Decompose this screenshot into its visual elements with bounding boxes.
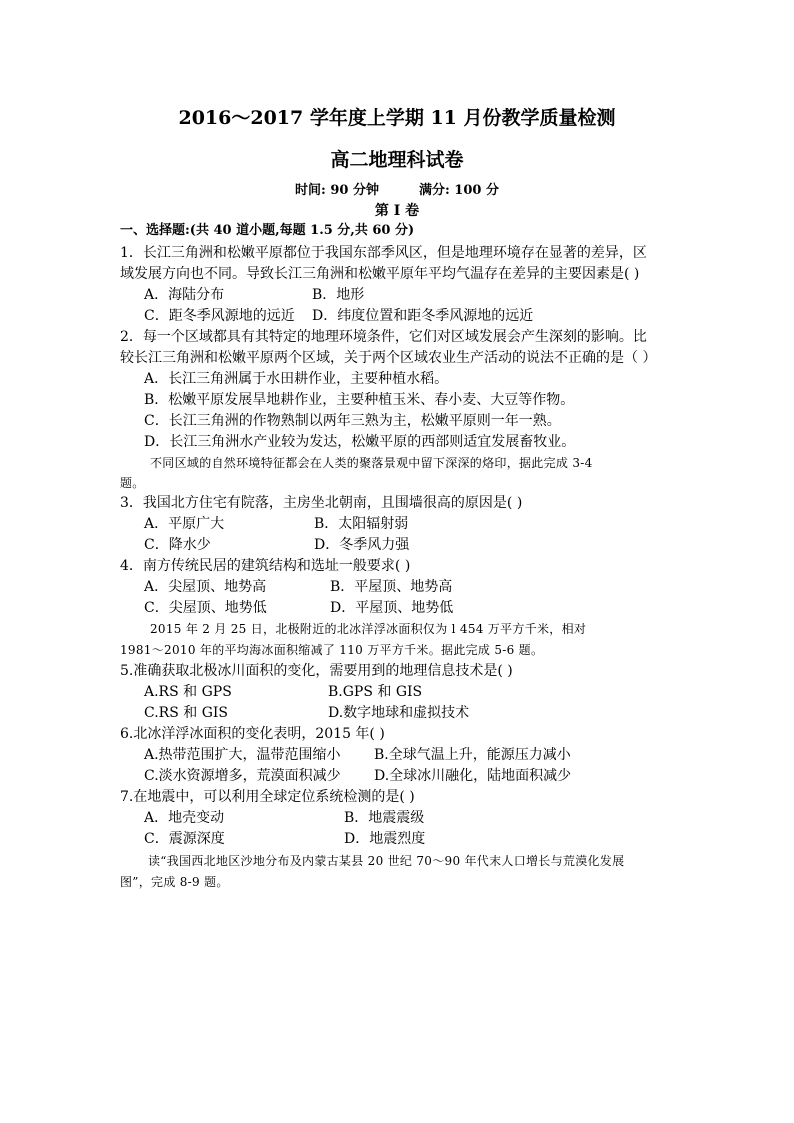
q1-stem-line2: 域发展方向也不同。导致长江三角洲和松嫩平原年平均气温存在差异的主要因素是( )	[120, 266, 640, 282]
q5-option-b: B.GPS 和 GIS	[328, 684, 423, 700]
q3-option-b: B．太阳辐射弱	[314, 516, 409, 532]
q5-option-c: C.RS 和 GIS	[144, 705, 228, 721]
q3-option-c: C．降水少	[144, 537, 211, 553]
q7-option-d: D．地震烈度	[344, 831, 426, 847]
q4-stem: 4．南方传统民居的建筑结构和选址一般要求( )	[120, 558, 411, 574]
q2-option-b: B．松嫩平原发展旱地耕作业，主要种植玉米、春小麦、大豆等作物。	[144, 392, 575, 408]
passage1-line1: 不同区域的自然环境特征都会在人类的聚落景观中留下深深的烙印，据此完成 3-4	[150, 456, 593, 470]
q2-option-c: C．长江三角洲的作物熟制以两年三熟为主，松嫩平原则一年一熟。	[144, 413, 561, 429]
q4-option-b: B．平屋顶、地势高	[330, 579, 453, 595]
q2-option-d: D．长江三角洲水产业较为发达，松嫩平原的西部则适宜发展畜牧业。	[144, 434, 576, 450]
q3-stem: 3．我国北方住宅有院落，主房坐北朝南，且围墙很高的原因是( )	[120, 495, 523, 511]
q1-stem-line1: 1．长江三角洲和松嫩平原都位于我国东部季风区，但是地理环境存在显著的差异，区	[120, 245, 647, 261]
q5-stem: 5.准确获取北极冰川面积的变化，需要用到的地理信息技术是( )	[120, 663, 513, 679]
q4-option-d: D．平屋顶、地势低	[330, 600, 454, 616]
q4-option-c: C．尖屋顶、地势低	[144, 600, 267, 616]
passage1-line2: 题。	[120, 476, 145, 490]
passage2-line2: 1981～2010 年的平均海冰面积缩减了 110 万平方千米。据此完成 5-6 题。	[120, 643, 544, 657]
q2-option-a: A．长江三角洲属于水田耕作业，主要种植水稻。	[144, 371, 449, 387]
passage2-line1: 2015 年 2 月 25 日，北极附近的北冰洋浮冰面积仅为 l 454 万平方千米，相对	[150, 622, 587, 636]
q7-option-c: C．震源深度	[144, 831, 225, 847]
q1-option-a: A．海陆分布	[144, 287, 225, 303]
q6-stem: 6.北冰洋浮冰面积的变化表明，2015 年( )	[120, 726, 385, 742]
q7-option-b: B．地震震级	[344, 810, 425, 826]
passage3-line1: 读“我国西北地区沙地分布及内蒙古某县 20 世纪 70～90 年代末人口增长与荒漠化发展	[148, 854, 625, 868]
q2-stem-line2: 较长江三角洲和松嫩平原两个区域，关于两个区域农业生产活动的说法不正确的是（ ）	[120, 350, 657, 366]
q4-option-a: A．尖屋顶、地势高	[144, 579, 267, 595]
q2-stem-line1: 2．每一个区域都具有其特定的地理环境条件，它们对区域发展会产生深刻的影响。比	[120, 329, 647, 345]
section-heading: 一、选择题:(共 40 道小题,每题 1.5 分,共 60 分)	[120, 223, 415, 238]
q1-option-d: D．纬度位置和距冬季风源地的远近	[312, 308, 534, 324]
passage3-line2: 图”，完成 8-9 题。	[120, 875, 229, 889]
q3-option-d: D．冬季风力强	[314, 537, 410, 553]
q1-option-b: B．地形	[312, 287, 365, 303]
volume-label: 第 I 卷	[374, 203, 420, 219]
q3-option-a: A．平原广大	[144, 516, 225, 532]
q6-option-b: B.全球气温上升，能源压力减小	[374, 747, 571, 763]
q5-option-a: A.RS 和 GPS	[144, 684, 232, 700]
q7-option-a: A．地壳变动	[144, 810, 225, 826]
exam-score: 满分: 100 分	[418, 183, 499, 198]
q6-option-d: D.全球冰川融化，陆地面积减少	[374, 768, 572, 784]
exam-meta	[0, 182, 794, 200]
q6-option-a: A.热带范围扩大，温带范围缩小	[144, 747, 341, 763]
q6-option-c: C.淡水资源增多，荒漠面积减少	[144, 768, 341, 784]
q7-stem: 7.在地震中，可以利用全球定位系统检测的是( )	[120, 789, 415, 805]
q1-option-c: C．距冬季风源地的远近	[144, 308, 295, 324]
exam-subtitle: 高二地理科试卷	[330, 149, 464, 171]
q5-option-d: D.数字地球和虚拟技术	[328, 705, 470, 721]
exam-time: 时间: 90 分钟	[295, 183, 379, 198]
exam-title: 2016～2017 学年度上学期 11 月份教学质量检测	[178, 107, 616, 129]
